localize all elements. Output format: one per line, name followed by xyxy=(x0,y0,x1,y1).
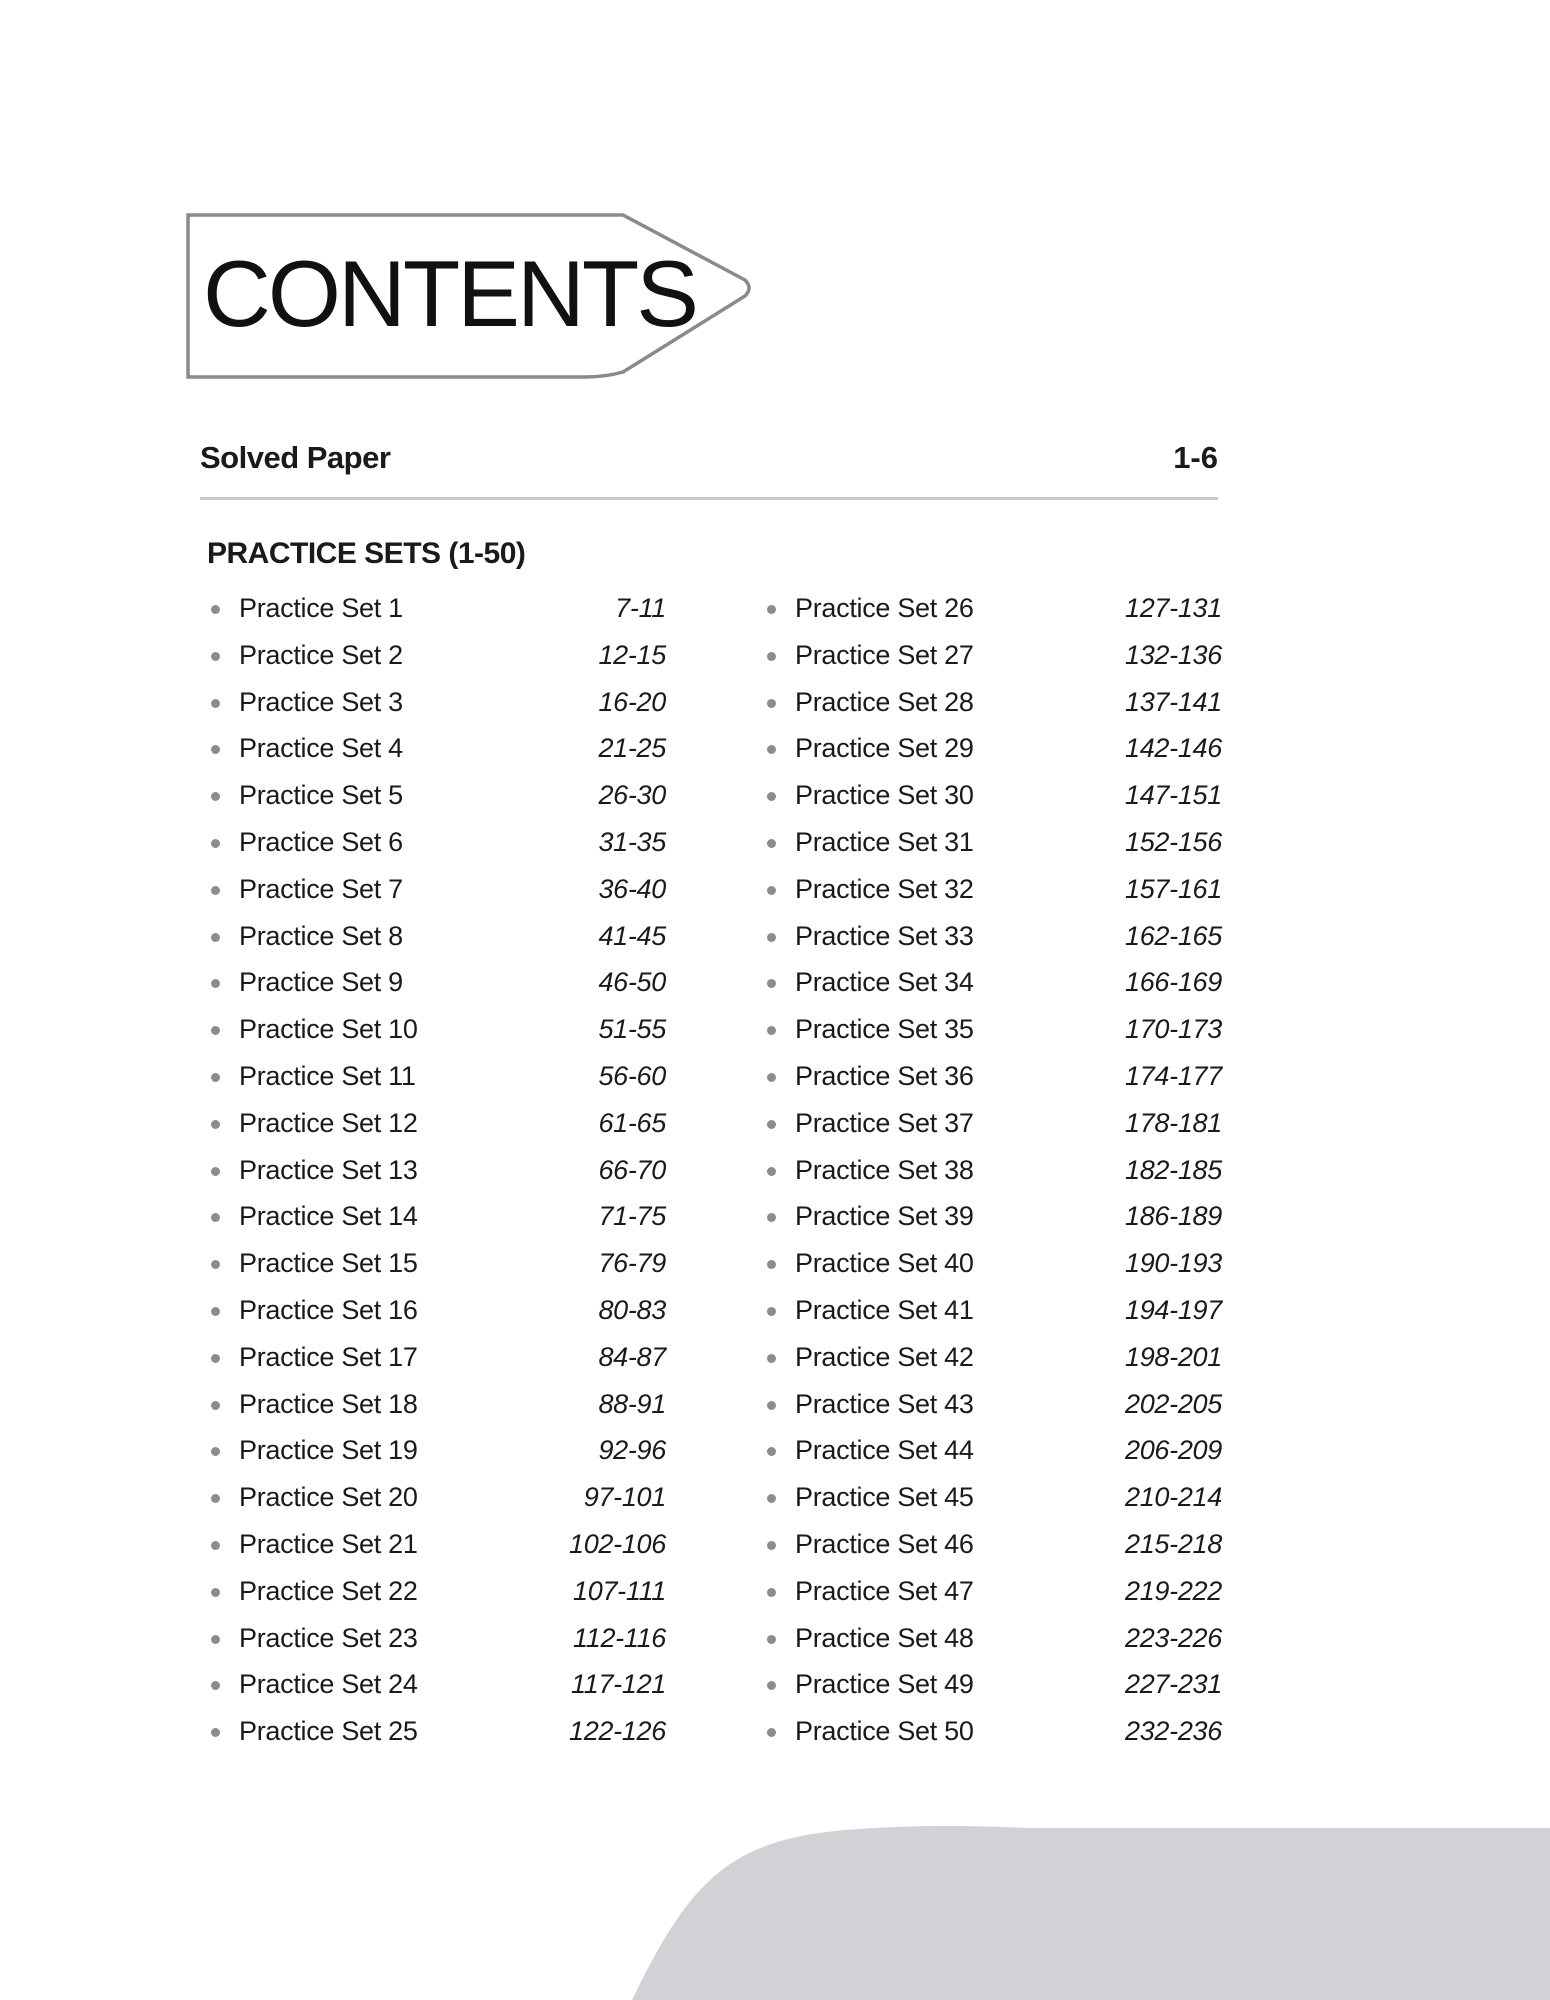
practice-set-pages: 186-189 xyxy=(1125,1201,1222,1232)
practice-set-label: Practice Set 28 xyxy=(795,686,974,717)
bullet-icon xyxy=(767,652,776,661)
bullet-icon xyxy=(767,886,776,895)
bullet-icon xyxy=(767,1167,776,1176)
solved-paper-label: Solved Paper xyxy=(200,440,391,475)
practice-set-pages: 182-185 xyxy=(1125,1154,1222,1185)
list-item[interactable] xyxy=(206,1150,666,1197)
practice-set-label: Practice Set 32 xyxy=(795,873,974,904)
solved-paper-pages: 1-6 xyxy=(1173,440,1218,475)
bullet-icon xyxy=(767,979,776,988)
practice-set-pages: 107-111 xyxy=(573,1575,666,1606)
practice-set-pages: 117-121 xyxy=(571,1669,666,1700)
list-item[interactable] xyxy=(762,1664,1222,1711)
practice-set-label: Practice Set 11 xyxy=(239,1060,416,1091)
practice-set-pages: 84-87 xyxy=(598,1341,666,1372)
practice-set-label: Practice Set 44 xyxy=(795,1435,974,1466)
practice-set-label: Practice Set 16 xyxy=(239,1294,418,1325)
bullet-icon xyxy=(211,886,220,895)
list-item[interactable] xyxy=(762,869,1222,916)
bullet-icon xyxy=(767,839,776,848)
bullet-icon xyxy=(211,1213,220,1222)
list-item[interactable] xyxy=(206,1009,666,1056)
list-item[interactable] xyxy=(762,1711,1222,1758)
practice-set-label: Practice Set 42 xyxy=(795,1341,974,1372)
bullet-icon xyxy=(767,1307,776,1316)
practice-list-left xyxy=(206,588,666,1758)
practice-set-label: Practice Set 33 xyxy=(795,920,974,951)
practice-set-label: Practice Set 23 xyxy=(239,1622,418,1653)
list-item[interactable] xyxy=(762,1384,1222,1431)
list-item[interactable] xyxy=(762,962,1222,1009)
bullet-icon xyxy=(211,933,220,942)
practice-set-pages: 112-116 xyxy=(573,1622,666,1653)
contents-tag xyxy=(185,212,753,380)
bullet-icon xyxy=(211,1681,220,1690)
practice-set-label: Practice Set 22 xyxy=(239,1575,418,1606)
practice-set-label: Practice Set 9 xyxy=(239,967,403,998)
bullet-icon xyxy=(767,745,776,754)
practice-set-label: Practice Set 29 xyxy=(795,733,974,764)
practice-set-label: Practice Set 5 xyxy=(239,780,403,811)
practice-set-label: Practice Set 43 xyxy=(795,1388,974,1419)
bullet-icon xyxy=(211,1260,220,1269)
practice-set-pages: 56-60 xyxy=(598,1060,666,1091)
practice-set-pages: 26-30 xyxy=(598,780,666,811)
list-item[interactable] xyxy=(206,822,666,869)
list-item[interactable] xyxy=(762,775,1222,822)
practice-set-pages: 31-35 xyxy=(598,826,666,857)
practice-set-label: Practice Set 25 xyxy=(239,1716,418,1747)
list-item[interactable] xyxy=(762,1103,1222,1150)
bullet-icon xyxy=(211,1354,220,1363)
list-item[interactable] xyxy=(206,1056,666,1103)
practice-set-pages: 157-161 xyxy=(1125,873,1222,904)
bullet-icon xyxy=(211,1120,220,1129)
practice-set-label: Practice Set 20 xyxy=(239,1482,418,1513)
list-item[interactable] xyxy=(206,588,666,635)
practice-set-label: Practice Set 45 xyxy=(795,1482,974,1513)
practice-set-pages: 122-126 xyxy=(569,1716,666,1747)
practice-set-pages: 190-193 xyxy=(1125,1248,1222,1279)
practice-set-pages: 152-156 xyxy=(1125,826,1222,857)
bullet-icon xyxy=(767,1026,776,1035)
bullet-icon xyxy=(767,933,776,942)
practice-set-pages: 88-91 xyxy=(598,1388,666,1419)
page-title: CONTENTS xyxy=(203,241,696,346)
list-item[interactable] xyxy=(206,1243,666,1290)
practice-set-label: Practice Set 38 xyxy=(795,1154,974,1185)
practice-set-pages: 80-83 xyxy=(598,1294,666,1325)
bullet-icon xyxy=(767,1401,776,1410)
list-item[interactable] xyxy=(762,728,1222,775)
practice-set-label: Practice Set 4 xyxy=(239,733,403,764)
list-item[interactable] xyxy=(762,588,1222,635)
list-item[interactable] xyxy=(206,869,666,916)
list-item[interactable] xyxy=(206,1618,666,1665)
list-item[interactable] xyxy=(206,1477,666,1524)
practice-set-label: Practice Set 24 xyxy=(239,1669,418,1700)
list-item[interactable] xyxy=(206,1571,666,1618)
bullet-icon xyxy=(211,792,220,801)
bullet-icon xyxy=(767,605,776,614)
bullet-icon xyxy=(211,1401,220,1410)
practice-set-pages: 7-11 xyxy=(615,593,666,623)
list-item[interactable] xyxy=(762,1430,1222,1477)
practice-set-pages: 194-197 xyxy=(1125,1294,1222,1325)
practice-set-pages: 92-96 xyxy=(598,1435,666,1466)
practice-set-pages: 170-173 xyxy=(1125,1014,1222,1045)
practice-set-pages: 232-236 xyxy=(1125,1716,1222,1747)
list-item[interactable] xyxy=(206,1524,666,1571)
practice-set-label: Practice Set 3 xyxy=(239,686,403,717)
bullet-icon xyxy=(211,839,220,848)
list-item[interactable] xyxy=(206,682,666,729)
bullet-icon xyxy=(767,1213,776,1222)
list-item[interactable] xyxy=(206,1290,666,1337)
bullet-icon xyxy=(211,1588,220,1597)
practice-list-right xyxy=(762,588,1222,1758)
list-item[interactable] xyxy=(762,1056,1222,1103)
bullet-icon xyxy=(767,1541,776,1550)
list-item[interactable] xyxy=(206,962,666,1009)
practice-set-pages: 147-151 xyxy=(1125,780,1222,811)
bullet-icon xyxy=(211,1026,220,1035)
practice-set-label: Practice Set 31 xyxy=(795,826,974,857)
bullet-icon xyxy=(211,1728,220,1737)
list-item[interactable] xyxy=(762,1571,1222,1618)
practice-set-pages: 97-101 xyxy=(583,1482,666,1513)
practice-set-label: Practice Set 18 xyxy=(239,1388,418,1419)
practice-set-label: Practice Set 1 xyxy=(239,593,403,623)
bullet-icon xyxy=(211,1635,220,1644)
solved-paper-row[interactable] xyxy=(200,440,1218,488)
practice-set-label: Practice Set 41 xyxy=(795,1294,974,1325)
list-item[interactable] xyxy=(206,775,666,822)
bullet-icon xyxy=(211,1073,220,1082)
practice-set-label: Practice Set 49 xyxy=(795,1669,974,1700)
practice-set-pages: 174-177 xyxy=(1125,1060,1222,1091)
practice-set-label: Practice Set 39 xyxy=(795,1201,974,1232)
practice-set-label: Practice Set 34 xyxy=(795,967,974,998)
list-item[interactable] xyxy=(762,682,1222,729)
practice-set-label: Practice Set 26 xyxy=(795,593,974,623)
practice-set-label: Practice Set 50 xyxy=(795,1716,974,1747)
bullet-icon xyxy=(767,1681,776,1690)
list-item[interactable] xyxy=(762,1243,1222,1290)
bullet-icon xyxy=(767,1728,776,1737)
practice-set-label: Practice Set 35 xyxy=(795,1014,974,1045)
practice-set-pages: 21-25 xyxy=(598,733,666,764)
practice-set-label: Practice Set 12 xyxy=(239,1107,418,1138)
practice-set-pages: 61-65 xyxy=(598,1107,666,1138)
practice-set-label: Practice Set 36 xyxy=(795,1060,974,1091)
practice-set-label: Practice Set 14 xyxy=(239,1201,418,1232)
practice-set-pages: 166-169 xyxy=(1125,967,1222,998)
list-item[interactable] xyxy=(762,1477,1222,1524)
bullet-icon xyxy=(211,1167,220,1176)
practice-set-label: Practice Set 40 xyxy=(795,1248,974,1279)
bullet-icon xyxy=(211,605,220,614)
practice-set-pages: 41-45 xyxy=(598,920,666,951)
practice-set-label: Practice Set 37 xyxy=(795,1107,974,1138)
practice-set-label: Practice Set 15 xyxy=(239,1248,418,1279)
list-item[interactable] xyxy=(762,822,1222,869)
bullet-icon xyxy=(211,652,220,661)
list-item[interactable] xyxy=(762,1290,1222,1337)
list-item[interactable] xyxy=(206,728,666,775)
list-item[interactable] xyxy=(762,635,1222,682)
practice-set-pages: 132-136 xyxy=(1125,639,1222,670)
bullet-icon xyxy=(767,1635,776,1644)
bullet-icon xyxy=(211,1541,220,1550)
bullet-icon xyxy=(211,979,220,988)
bullet-icon xyxy=(211,745,220,754)
practice-set-pages: 16-20 xyxy=(598,686,666,717)
practice-set-pages: 202-205 xyxy=(1125,1388,1222,1419)
practice-set-pages: 76-79 xyxy=(598,1248,666,1279)
list-item[interactable] xyxy=(206,1664,666,1711)
practice-set-pages: 198-201 xyxy=(1125,1341,1222,1372)
bullet-icon xyxy=(767,1073,776,1082)
practice-set-pages: 102-106 xyxy=(569,1528,666,1559)
practice-set-pages: 12-15 xyxy=(598,639,666,670)
practice-set-label: Practice Set 48 xyxy=(795,1622,974,1653)
practice-set-label: Practice Set 13 xyxy=(239,1154,418,1185)
practice-set-pages: 51-55 xyxy=(598,1014,666,1045)
practice-set-label: Practice Set 7 xyxy=(239,873,403,904)
section-divider xyxy=(200,497,1218,500)
practice-set-label: Practice Set 10 xyxy=(239,1014,418,1045)
practice-set-pages: 227-231 xyxy=(1125,1669,1222,1700)
practice-set-pages: 215-218 xyxy=(1125,1528,1222,1559)
practice-set-label: Practice Set 6 xyxy=(239,826,403,857)
bullet-icon xyxy=(767,699,776,708)
practice-set-pages: 36-40 xyxy=(598,873,666,904)
bullet-icon xyxy=(767,1494,776,1503)
practice-set-label: Practice Set 19 xyxy=(239,1435,418,1466)
practice-set-label: Practice Set 21 xyxy=(239,1528,418,1559)
practice-set-pages: 223-226 xyxy=(1125,1622,1222,1653)
list-item[interactable] xyxy=(762,1196,1222,1243)
bullet-icon xyxy=(767,1120,776,1129)
list-item[interactable] xyxy=(762,1150,1222,1197)
list-item[interactable] xyxy=(762,1009,1222,1056)
bullet-icon xyxy=(767,792,776,801)
bullet-icon xyxy=(767,1260,776,1269)
bullet-icon xyxy=(767,1447,776,1456)
list-item[interactable] xyxy=(762,1337,1222,1384)
bullet-icon xyxy=(211,1307,220,1316)
practice-set-label: Practice Set 47 xyxy=(795,1575,974,1606)
practice-set-pages: 162-165 xyxy=(1125,920,1222,951)
list-item[interactable] xyxy=(206,635,666,682)
practice-set-pages: 206-209 xyxy=(1125,1435,1222,1466)
practice-set-pages: 219-222 xyxy=(1125,1575,1222,1606)
list-item[interactable] xyxy=(206,1384,666,1431)
practice-set-label: Practice Set 17 xyxy=(239,1341,418,1372)
list-item[interactable] xyxy=(206,1430,666,1477)
list-item[interactable] xyxy=(206,916,666,963)
bullet-icon xyxy=(767,1354,776,1363)
bullet-icon xyxy=(211,699,220,708)
bullet-icon xyxy=(211,1447,220,1456)
list-item[interactable] xyxy=(762,916,1222,963)
practice-set-label: Practice Set 46 xyxy=(795,1528,974,1559)
bullet-icon xyxy=(767,1588,776,1597)
bullet-icon xyxy=(211,1494,220,1503)
list-item[interactable] xyxy=(206,1196,666,1243)
practice-set-pages: 142-146 xyxy=(1125,733,1222,764)
list-item[interactable] xyxy=(206,1103,666,1150)
list-item[interactable] xyxy=(206,1337,666,1384)
list-item[interactable] xyxy=(206,1711,666,1758)
practice-set-pages: 178-181 xyxy=(1125,1107,1222,1138)
practice-set-pages: 71-75 xyxy=(598,1201,666,1232)
practice-set-label: Practice Set 8 xyxy=(239,920,403,951)
practice-set-label: Practice Set 2 xyxy=(239,639,403,670)
list-item[interactable] xyxy=(762,1524,1222,1571)
practice-sets-heading: PRACTICE SETS (1-50) xyxy=(207,537,526,570)
practice-set-label: Practice Set 27 xyxy=(795,639,974,670)
practice-set-pages: 46-50 xyxy=(598,967,666,998)
practice-set-pages: 66-70 xyxy=(598,1154,666,1185)
practice-set-pages: 127-131 xyxy=(1125,593,1222,623)
practice-set-pages: 137-141 xyxy=(1125,686,1222,717)
list-item[interactable] xyxy=(762,1618,1222,1665)
practice-set-pages: 210-214 xyxy=(1125,1482,1222,1513)
practice-set-label: Practice Set 30 xyxy=(795,780,974,811)
